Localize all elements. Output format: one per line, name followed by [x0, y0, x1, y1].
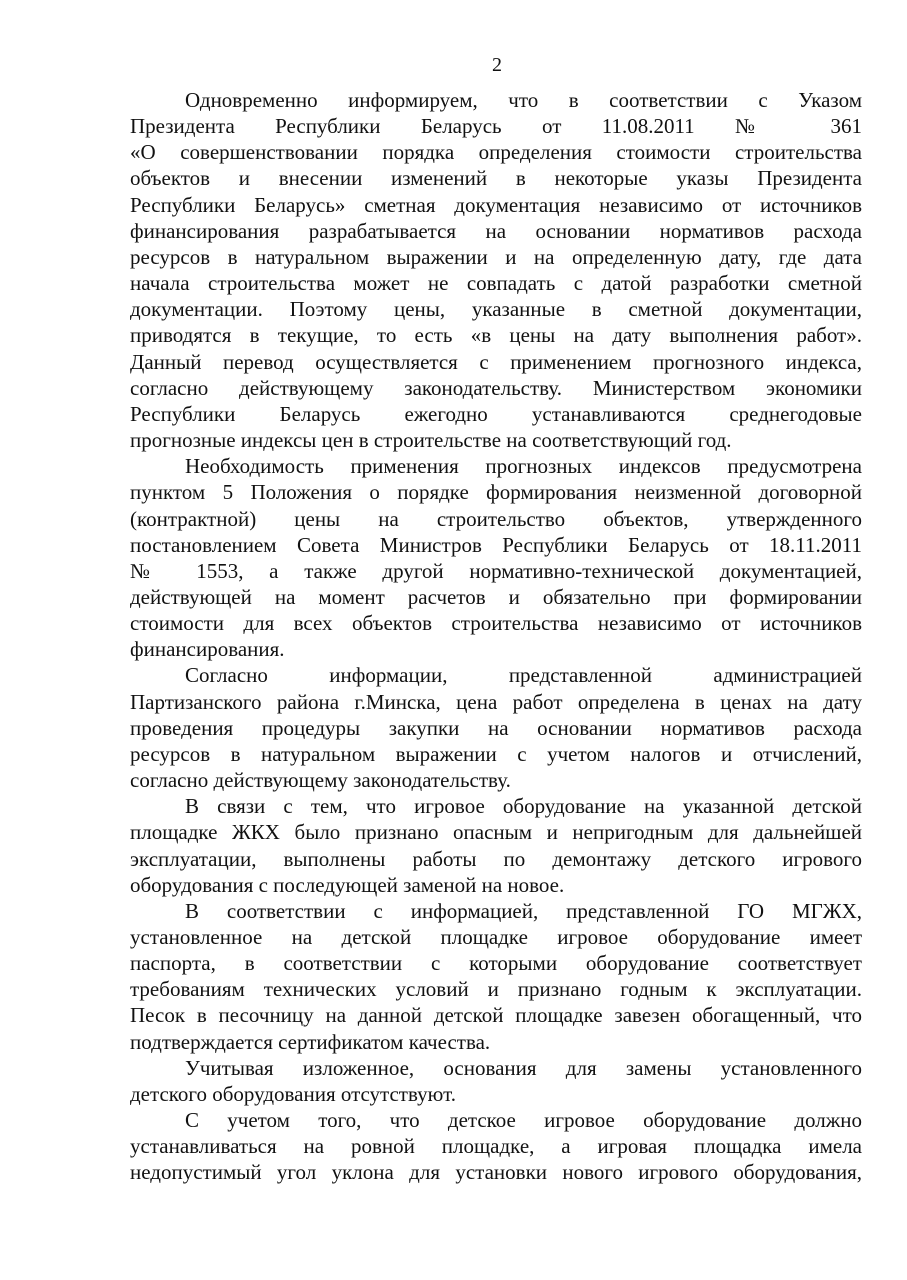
text-line: Необходимость применения прогнозных индексов предусмотрена [185, 454, 862, 479]
text-line: Песок в песочницу на данной детской площадке завезен обогащенный, что [130, 1003, 862, 1028]
text-line: требованиям технических условий и признано годным к эксплуатации. [130, 977, 862, 1002]
text-line: эксплуатации, выполнены работы по демонтажу детского игрового [130, 846, 862, 871]
text-line: подтверждается сертификатом качества. [130, 1029, 491, 1054]
text-line: прогнозные индексы цен в строительстве на соответствующий год. [130, 428, 732, 453]
text-line: недопустимый угол уклона для установки нового игрового оборудования, [130, 1160, 862, 1185]
text-line: В соответствии с информацией, представленной ГО МГЖХ, [185, 898, 862, 923]
paragraph [130, 453, 862, 662]
text-line: детского оборудования отсутствуют. [130, 1081, 456, 1106]
text-line: «О совершенствовании порядка определения стоимости строительства [130, 140, 862, 165]
text-line: начала строительства может не совпадать с датой разработки сметной [130, 271, 862, 296]
text-line: Данный перевод осуществляется с применением прогнозного индекса, [130, 349, 862, 374]
text-line: Учитывая изложенное, основания для замены установленного [185, 1055, 862, 1080]
text-line: ресурсов в натуральном выражении с учетом налогов и отчислений, [130, 741, 862, 766]
text-line: Президента Республики Беларусь от 11.08.2011 № 361 [130, 114, 862, 139]
text-line: ресурсов в натуральном выражении и на определенную дату, где дата [130, 244, 862, 269]
text-line: согласно действующему законодательству. Министерством экономики [130, 375, 862, 400]
paragraph [130, 898, 862, 1055]
text-line: оборудования с последующей заменой на новое. [130, 872, 565, 897]
text-line: Республики Беларусь ежегодно устанавливаются среднегодовые [130, 401, 862, 426]
text-line: устанавливаться на ровной площадке, а игровая площадка имела [130, 1134, 862, 1159]
text-line: постановлением Совета Министров Республики Беларусь от 18.11.2011 [130, 532, 862, 557]
text-line: Партизанского района г.Минска, цена работ определена в ценах на дату [130, 689, 862, 714]
text-line: площадке ЖКХ было признано опасным и непригодным для дальнейшей [130, 820, 862, 845]
text-line: приводятся в текущие, то есть «в цены на дату выполнения работ». [130, 323, 862, 348]
text-line: (контрактной) цены на строительство объектов, утвержденного [130, 506, 862, 531]
text-line: объектов и внесении изменений в некоторые указы Президента [130, 166, 862, 191]
text-line: установленное на детской площадке игровое оборудование имеет [130, 925, 862, 949]
text-line: стоимости для всех объектов строительства независимо от источников [130, 611, 862, 636]
text-line: Одновременно информируем, что в соответствии с Указом [185, 88, 862, 112]
text-line: согласно действующему законодательству. [130, 768, 511, 793]
paragraph [130, 87, 862, 453]
paragraph [130, 793, 862, 898]
text-line: Республики Беларусь» сметная документация независимо от источников [130, 192, 862, 217]
paragraph [130, 1107, 862, 1185]
text-line: документации. Поэтому цены, указанные в сметной документации, [130, 297, 862, 322]
text-line: действующей на момент расчетов и обязательно при формировании [130, 584, 862, 609]
paragraph [130, 1055, 862, 1107]
text-line: паспорта, в соответствии с которыми оборудование соответствует [130, 951, 862, 976]
text-line: финансирования. [130, 637, 285, 662]
text-line: финансирования разрабатывается на основании нормативов расхода [130, 218, 862, 243]
text-line: С учетом того, что детское игровое оборудование должно [185, 1108, 862, 1133]
paragraph [130, 662, 862, 793]
text-line: Согласно информации, представленной администрацией [185, 663, 862, 688]
letter-body [130, 87, 862, 1186]
text-line: № 1553, а также другой нормативно-технической документацией, [130, 558, 862, 583]
text-line: проведения процедуры закупки на основании нормативов расхода [130, 715, 862, 740]
text-line: В связи с тем, что игровое оборудование на указанной детской [185, 794, 862, 819]
page-number: 2 [492, 54, 502, 76]
text-line: пунктом 5 Положения о порядке формирования неизменной договорной [130, 480, 862, 505]
